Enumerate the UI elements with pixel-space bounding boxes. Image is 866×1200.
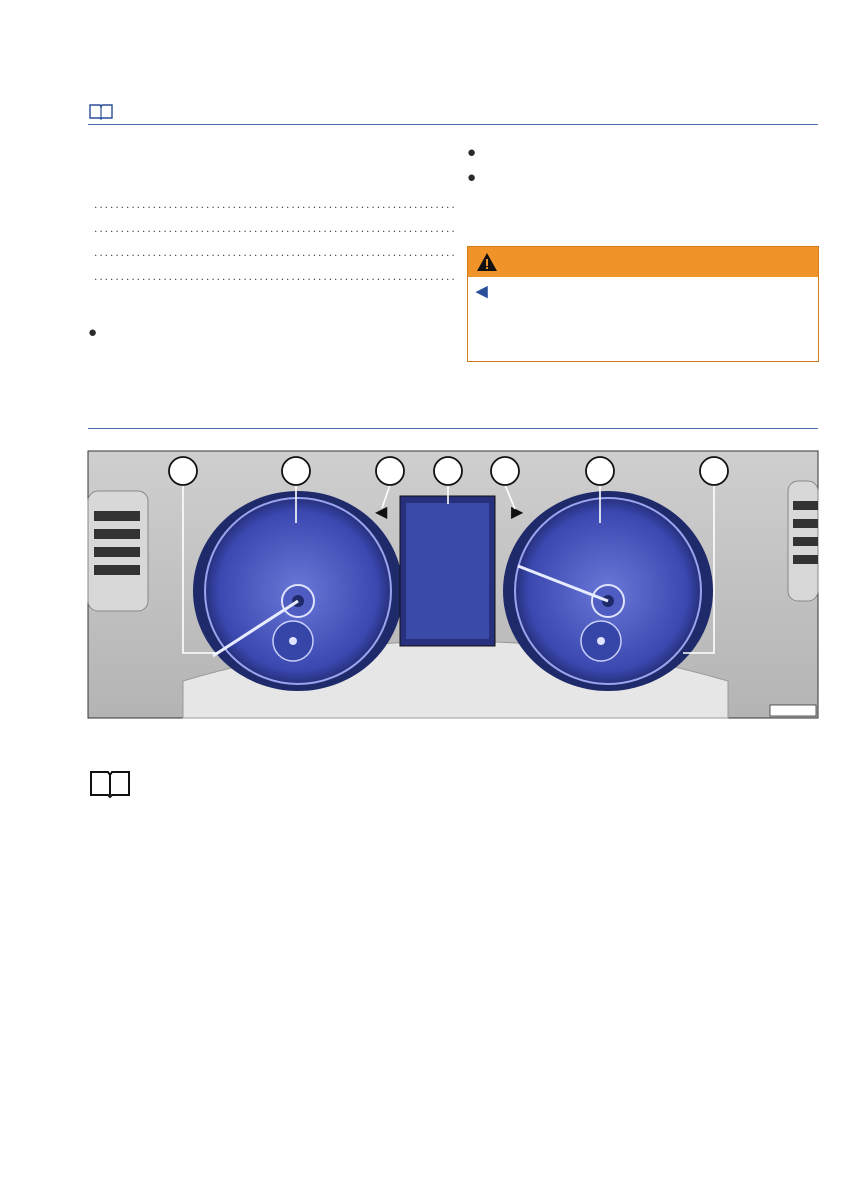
- figure-caption: [88, 727, 95, 742]
- bullet-icon: ●: [467, 170, 477, 186]
- bullet-icon: ●: [467, 145, 477, 161]
- right-bullet-item: [467, 143, 817, 164]
- book-icon: [88, 102, 114, 120]
- warning-header: [468, 247, 818, 277]
- instrument-cluster-figure: [88, 451, 818, 718]
- intro-section-header: [88, 98, 818, 125]
- warning-box: [467, 246, 819, 362]
- right-indicator-icon: ▶: [511, 504, 524, 521]
- read-first-note: [88, 765, 818, 805]
- warning-icon: [476, 252, 498, 272]
- toc-list: [88, 192, 457, 288]
- toc-item[interactable]: ....................................................................: [94, 197, 457, 211]
- toc-item[interactable]: ....................................................................: [94, 245, 457, 259]
- left-indicator-icon: ◀: [375, 504, 388, 521]
- end-marker-icon: ◀: [476, 284, 488, 300]
- bullet-icon: ●: [88, 325, 98, 341]
- section2-header: [88, 400, 818, 429]
- warning-text: [468, 277, 818, 307]
- instrument-cluster-illustration: [88, 451, 818, 718]
- more-info-item[interactable]: [88, 323, 438, 343]
- right-bullets: [467, 143, 817, 189]
- toc-item[interactable]: ....................................................................: [94, 269, 457, 283]
- book-icon: [88, 767, 132, 799]
- toc-item[interactable]: ....................................................................: [94, 221, 457, 235]
- right-bullet-item: [467, 168, 817, 189]
